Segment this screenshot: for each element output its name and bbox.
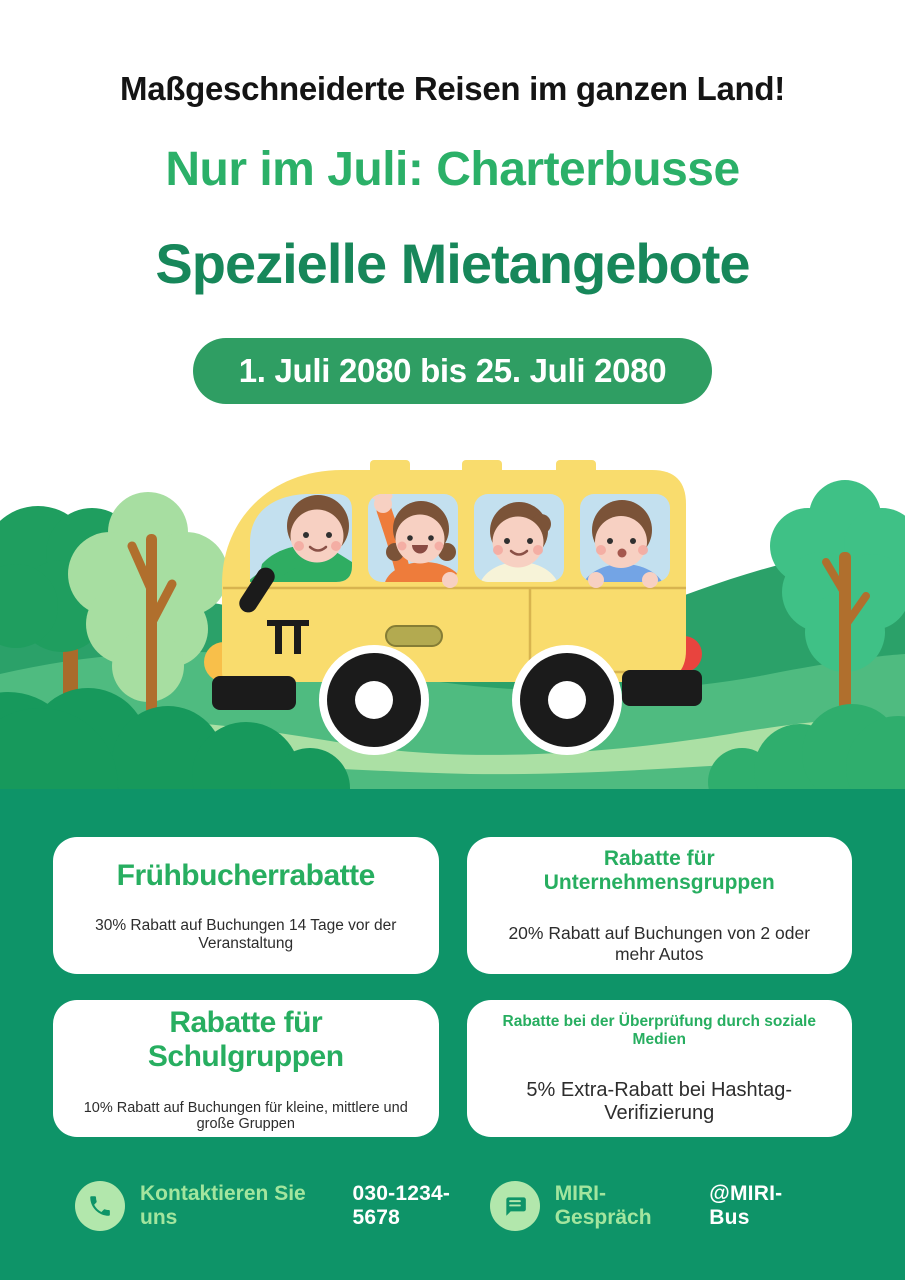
phone-number: 030-1234-5678 (352, 1182, 451, 1229)
door-handle (386, 626, 442, 646)
offer-title: Frühbucherrabatte (116, 858, 375, 892)
offer-card-early-booking (53, 837, 439, 974)
rear-wheel (512, 645, 622, 755)
offer-card-corporate-groups (467, 837, 853, 974)
chat-icon (490, 1181, 540, 1231)
offer-title: Rabatte bei der Überprüfung durch soziale Medien (502, 1012, 816, 1048)
phone-icon (75, 1181, 125, 1231)
chat-handle: @MIRI-Bus (709, 1182, 783, 1229)
offer-card-school-groups (53, 1000, 439, 1137)
footer-contact-row (53, 1181, 852, 1231)
offer-description: 20% Rabatt auf Buchungen von 2 oder mehr Autos (508, 922, 811, 964)
chat-label: MIRI-Gespräch (554, 1182, 652, 1229)
chat-contact-group (490, 1181, 816, 1231)
headline-promo: Nur im Juli: Charterbusse (165, 143, 740, 196)
offer-description: 30% Rabatt auf Buchungen 14 Tage vor der Veranstaltung (95, 916, 397, 952)
offer-description: 5% Extra-Rabatt bei Hashtag-Verifizierung (526, 1078, 793, 1124)
bus-landscape-illustration (0, 434, 905, 789)
date-badge: 1. Juli 2080 bis 25. Juli 2080 (193, 338, 713, 404)
page-tagline: Maßgeschneiderte Reisen im ganzen Land! (120, 70, 785, 107)
page-title: Spezielle Mietangebote (155, 232, 750, 295)
offer-title: Rabatte für Schulgruppen (147, 1005, 344, 1073)
offer-description: 10% Rabatt auf Buchungen für kleine, mittlere und große Gruppen (83, 1099, 408, 1132)
offer-card-social-media (467, 1000, 853, 1137)
offers-grid (53, 837, 852, 1137)
offers-section (0, 789, 905, 1280)
offer-title: Rabatte für Unternehmensgruppen (543, 846, 775, 894)
rear-bumper (622, 670, 702, 706)
front-wheel (319, 645, 429, 755)
date-badge-row (0, 338, 905, 404)
phone-label: Kontaktieren Sie uns (140, 1182, 306, 1229)
phone-contact-group (75, 1181, 490, 1231)
front-bumper (212, 676, 296, 710)
